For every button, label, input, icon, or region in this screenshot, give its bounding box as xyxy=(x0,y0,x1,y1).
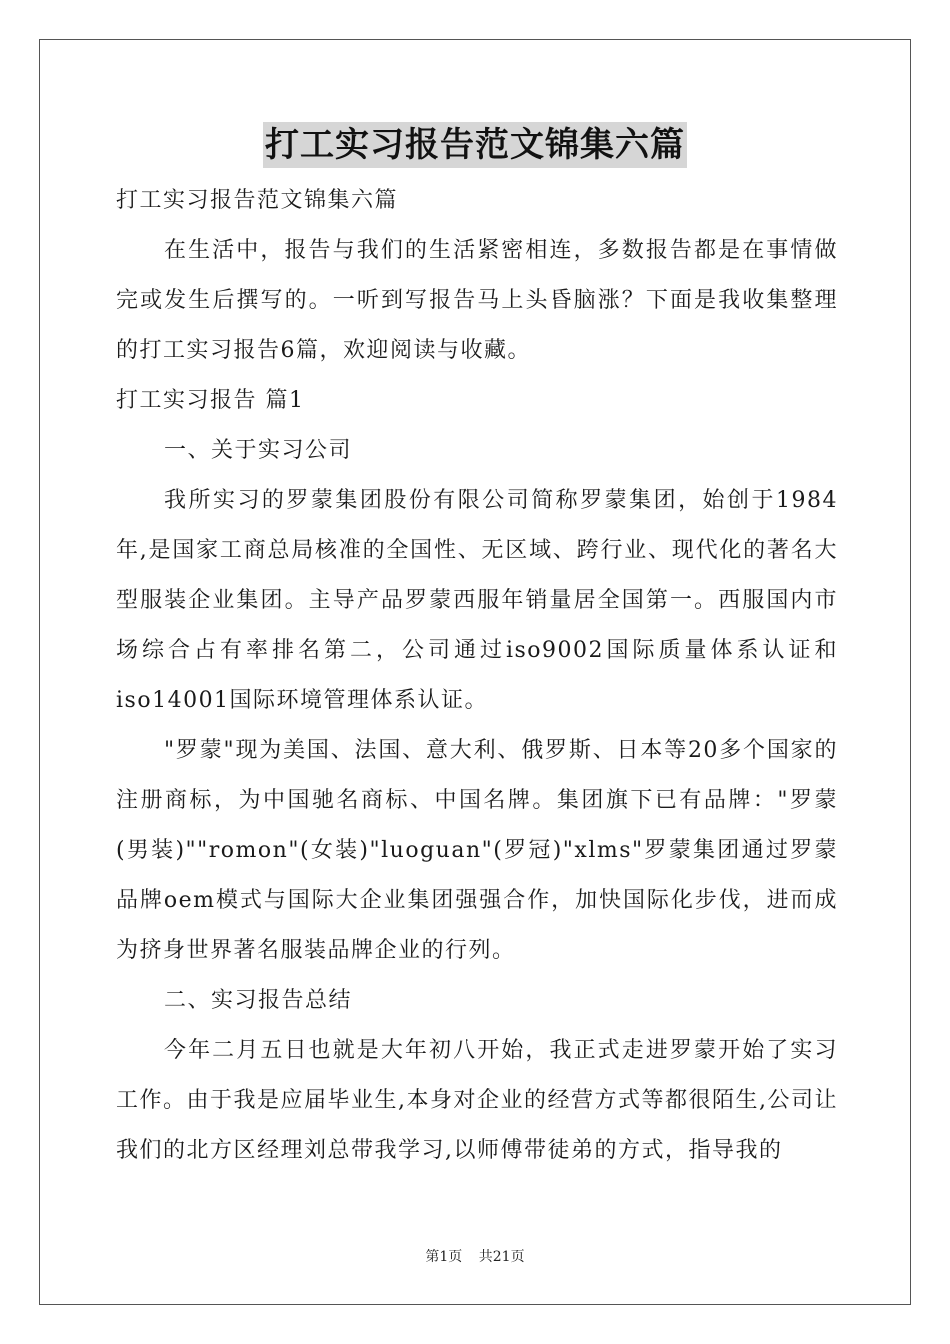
document-title: 打工实习报告范文锦集六篇 xyxy=(263,122,687,168)
paragraph-brands: "罗蒙"现为美国、法国、意大利、俄罗斯、日本等20多个国家的注册商标，为中国驰名商标、中国名牌。集团旗下已有品牌："罗蒙(男装)""romon"(女装)"luoguan"(罗冠)"xlms"罗蒙集团通过罗蒙品牌oem模式与国际大企业集团强强合作，加快国际化步伐，进而成为挤身世界著名服装品牌企业的行列。 xyxy=(116,738,839,963)
page-total: 共21页 xyxy=(478,1249,525,1265)
heading-summary: 二、实习报告总结 xyxy=(164,988,353,1013)
document-subtitle: 打工实习报告范文锦集六篇 xyxy=(116,188,399,213)
heading-company: 一、关于实习公司 xyxy=(164,438,353,463)
section-title: 打工实习报告 篇1 xyxy=(116,388,305,413)
document-body xyxy=(116,176,838,1176)
page-number: 第1页 xyxy=(425,1249,463,1265)
title-container xyxy=(0,122,950,168)
intro-paragraph: 在生活中，报告与我们的生活紧密相连，多数报告都是在事情做完或发生后撰写的。一听到写报告马上头昏脑涨？下面是我收集整理的打工实习报告6篇，欢迎阅读与收藏。 xyxy=(116,238,838,363)
paragraph-company: 我所实习的罗蒙集团股份有限公司简称罗蒙集团，始创于1984年,是国家工商总局核准的全国性、无区域、跨行业、现代化的著名大型服装企业集团。主导产品罗蒙西服年销量居全国第一。西服国内市场综合占有率排名第二，公司通过iso9002国际质量体系认证和iso14001国际环境管理体系认证。 xyxy=(116,488,838,713)
paragraph-summary: 今年二月五日也就是大年初八开始，我正式走进罗蒙开始了实习工作。由于我是应届毕业生,本身对企业的经营方式等都很陌生,公司让我们的北方区经理刘总带我学习,以师傅带徒弟的方式，指导我的 xyxy=(116,1038,838,1163)
page-footer xyxy=(0,1246,950,1266)
